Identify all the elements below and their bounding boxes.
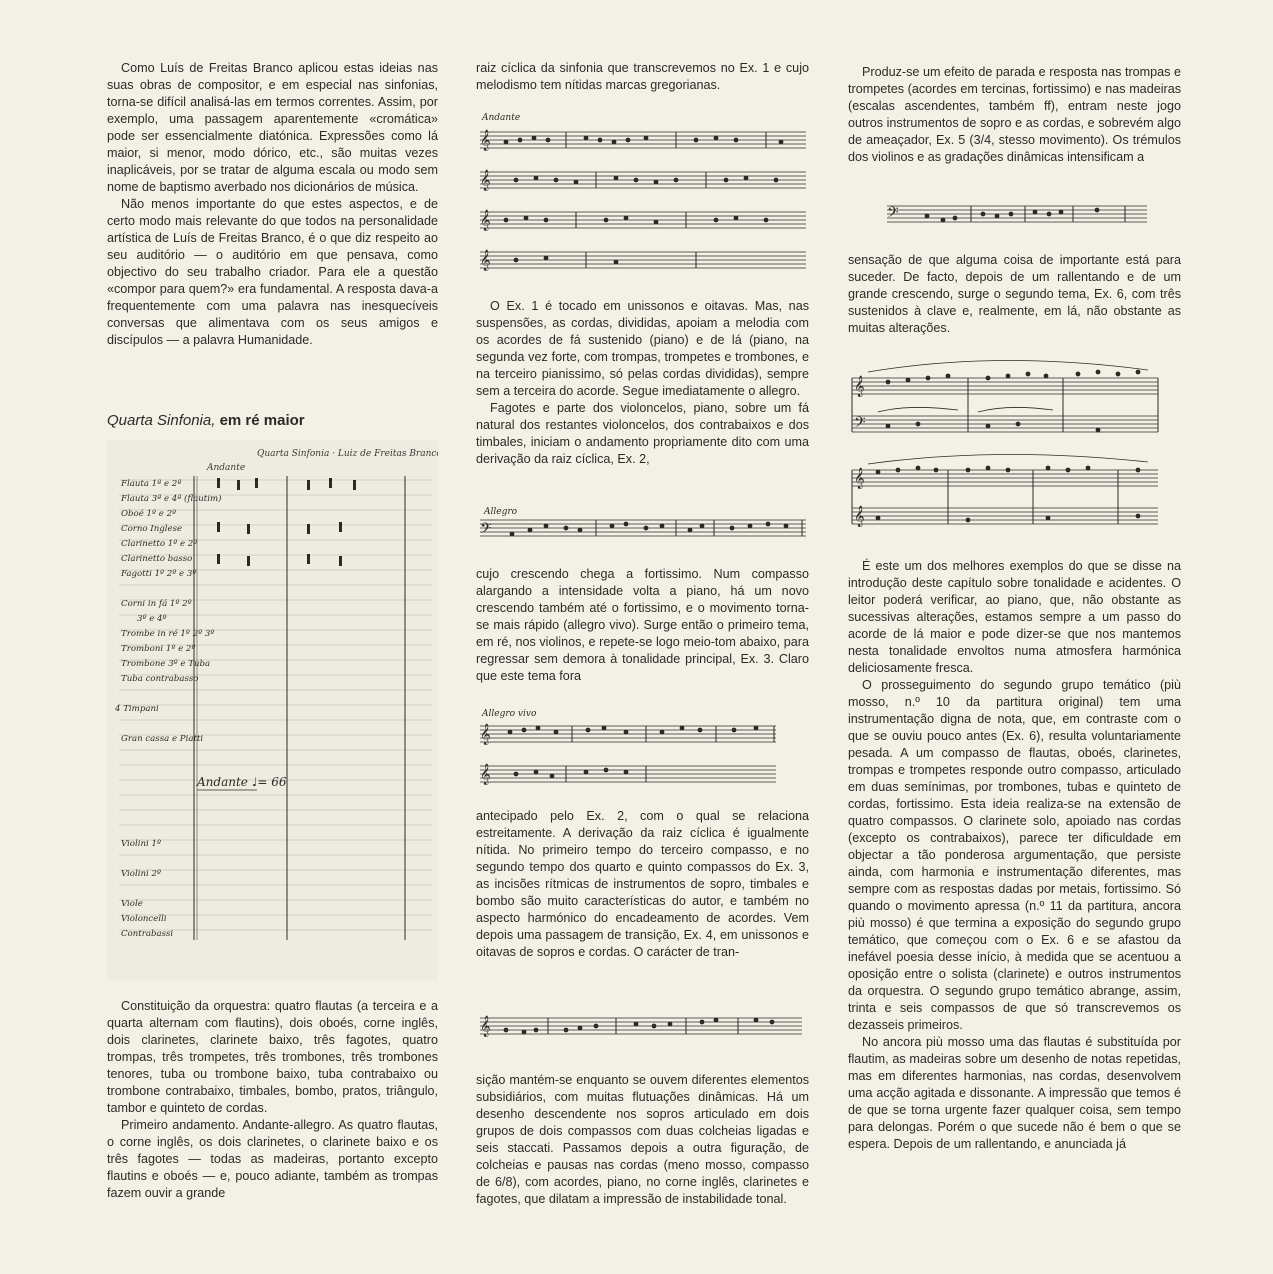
- svg-text:𝄞: 𝄞: [480, 764, 491, 785]
- instrument-label: Viole: [121, 899, 143, 909]
- heading-bold: em ré maior: [219, 412, 305, 429]
- column-2-mid2: [476, 566, 809, 685]
- paragraph: antecipado pelo Ex. 2, com o qual se relaciona estreitamente. A derivação da raiz cíclica é igualmente nítida. No primeiro tempo do terceiro compasso, e no segundo tempo dos quarto e quinto compassos do Ex. 3, as incisões rítmicas de instrumentos de sopro, timbales e bombo são muito características do autor, e também no aspecto harmónico do encadeamento de acordes. Vem depois uma passagem de transição, Ex. 4, em unissonos e oitavas de sopros e cordas. O carácter de tran-: [476, 809, 809, 959]
- score-facsimile: [107, 440, 438, 980]
- svg-text:𝄞: 𝄞: [480, 724, 491, 745]
- ex2-tempo-label: Allegro: [484, 507, 518, 517]
- section-heading: [107, 412, 438, 429]
- svg-text:𝄞: 𝄞: [854, 376, 865, 397]
- music-example-3: [476, 706, 809, 792]
- column-3-top: [848, 64, 1181, 166]
- music-example-5: [885, 198, 1151, 238]
- svg-text:𝄞: 𝄞: [480, 210, 491, 231]
- svg-text:𝄢: 𝄢: [480, 520, 492, 541]
- paragraph: sensação de que alguma coisa de importante está para suceder. De facto, depois de um rallentando e de um grande crescendo, surge o segundo tema, Ex. 6, com três sustenidos à clave e, realmente, em lá, não obstante as muitas alterações.: [848, 253, 1181, 335]
- svg-text:𝄞: 𝄞: [480, 170, 491, 191]
- paragraph: O Ex. 1 é tocado em unissonos e oitavas. Mas, nas suspensões, as cordas, divididas, apoiam a melodia com os acordes de fá sustenido (piano) e de lá (piano, na segunda vez forte, com trompas, trompetes e trombones, e na terceiro pianissimo, só pelas cordas divididas), sempre sem a terceira do acorde. Segue imediatamente o allegro.: [476, 299, 809, 398]
- instrument-label: Tuba contrabasso: [121, 674, 199, 684]
- svg-text:𝄞: 𝄞: [854, 468, 865, 489]
- column-2-bottom: [476, 1072, 809, 1208]
- svg-text:𝄞: 𝄞: [480, 250, 491, 271]
- score-header: Quarta Sinfonia · Luiz de Freitas Branco: [257, 449, 438, 459]
- instrument-label: Trombe in ré 1º 2º 3º: [121, 629, 215, 639]
- music-example-1: [476, 110, 809, 282]
- paragraph: Como Luís de Freitas Branco aplicou estas ideias nas suas obras de compositor, e em especial nas sinfonias, torna-se difícil analisá-las em termos correntes. Assim, por exemplo, uma passagem aparentemente «cromática» pode ser essencialmente diatónica. Expressões como lá maior, si menor, modo dórico, etc., são muitas vezes inaplicáveis, por se tratar de alguma escala ou modo sem nome de baptismo averbado nos dicionários de música.: [107, 61, 438, 194]
- score-tempo-mark: Andante ♩= 66: [197, 775, 287, 789]
- paragraph: cujo crescendo chega a fortissimo. Num compasso alargando a intensidade volta a piano, há um novo crescendo também até o fortissimo, e o movimento torna-se mais rápido (allegro vivo). Surge então o primeiro tema, em ré, nos violinos, e repete-se logo meio-tom abaixo, para regressar sem demora à tonalidade principal, Ex. 3. Claro que este tema fora: [476, 567, 809, 683]
- paragraph: No ancora più mosso uma das flautas é substituída por flautim, as madeiras sobre um desenho de notas repetidas, mas em diferentes harmonias, nas cordas, desenvolvem uma acção agitada e dissonante. A impressão que temos é de que se torna urgente fazer qualquer coisa, sem tempo para delongas. Porém o que sucede não é bem o que se espera. Depois de um rallentando, e anunciada já: [848, 1035, 1181, 1151]
- heading-italic: Quarta Sinfonia,: [107, 412, 216, 429]
- column-3-mid: [848, 252, 1181, 337]
- music-example-4: [476, 1008, 809, 1048]
- instrument-label: Violoncelli: [121, 914, 167, 924]
- instrument-label: Flauta 1ª e 2ª: [121, 479, 182, 489]
- instrument-label: Clarinetto basso: [121, 554, 193, 564]
- paragraph: Primeiro andamento. Andante-allegro. As quatro flautas, o corne inglês, os dois clarinetes, o clarinete baixo e os três fagotes — todas as madeiras, portanto excepto flautins e oboés — e, pouco adiante, também as trompas fazem ouvir a grande: [107, 1118, 438, 1200]
- instrument-label: Corni in fá 1º 2º: [121, 599, 192, 609]
- paragraph: É este um dos melhores exemplos do que se disse na introdução deste capítulo sobre tonalidade e acidentes. O leitor poderá verificar, ao piano, que, não obstante as sucessivas alterações, estamos sempre a um passo do acorde de lá maior e pode dizer-se que nos mantemos nesta tonalidade envoltos numa atmosfera harmónica deliciosamente fresca.: [848, 559, 1181, 675]
- paragraph: sição mantém-se enquanto se ouvem diferentes elementos subsidiários, com muitas flutuações dinâmicas. Há um desenho descendente nos sopros articulado em dois grupos de dois compassos com duas colcheias ligadas e seis staccati. Passamos depois a outra figuração, de colcheias e pausas nas cordas (meno mosso, compasso de 6/8), com acordes, piano, no corne inglês, clarinetes e fagotes, que dilatam a impressão de instabilidade tonal.: [476, 1073, 809, 1206]
- svg-text:𝄞: 𝄞: [854, 506, 865, 527]
- svg-text:𝄞: 𝄞: [480, 130, 491, 151]
- instrument-label: 4 Timpani: [115, 704, 159, 714]
- instrument-label: Flauta 3ª e 4ª (flautim): [121, 494, 222, 504]
- score-image: [107, 440, 438, 980]
- svg-text:𝄞: 𝄞: [480, 1016, 491, 1037]
- instrument-label: Trombone 3º e Tuba: [121, 659, 211, 669]
- column-2-mid: [476, 298, 809, 468]
- paragraph: Não menos importante do que estes aspectos, e de certo modo mais relevante do que todos na personalidade artística de Luís de Freitas Branco, é o que diz respeito ao seu auditório — o auditório em que pensava, como objectivo do seu trabalho criador. Para ele a questão «compor para quem?» era fundamental. A resposta dava-a frequentemente com uma palavra nas inesquecíveis conversas que alimentava com os seus amigos e discípulos — a palavra Humanidade.: [107, 197, 438, 347]
- paragraph: raiz cíclica da sinfonia que transcrevemos no Ex. 1 e cujo melodismo tem nítidas marcas gregorianas.: [476, 61, 809, 92]
- music-example-2: [476, 504, 809, 550]
- column-1-bottom: [107, 998, 438, 1202]
- column-2-top: [476, 60, 809, 94]
- instrument-label: Tromboni 1º e 2º: [121, 644, 196, 654]
- paragraph: O prosseguimento do segundo grupo temático (più mosso, n.º 10 da partitura original) tem uma instrumentação digna de nota, que, em contraste com o que se ouviu pouco antes (Ex. 6), resulta voluntariamente pesada. A um compasso de flautas, oboés, clarinetes, trompas e trompetes responde outro compasso, articulado em duas semínimas, por trombones, tubas e quinteto de cordas, fortissimo. Esta ideia realiza-se na extensão de quatro compassos. O clarinete solo, apoiado nas cordas (excepto os contrabaixos), parece ter dificuldade em objectar a tão ponderosa argumentação, que persiste ainda, com harmonia e instrumentação diferentes, mas sempre com as respostas dadas por metais, fortissimo. Só quando o movimento apressa (n.º 11 da partitura, ancora più mosso) é que termina a exposição do segundo grupo temático, que começou com o Ex. 6 e se afastou da inefável poesia desse início, à medida que se acentuou a oposição entre o solista (clarinete) e outros instrumentos da orquestra. O segundo grupo temático abrange, assim, trinta e seis compassos de que só transcrevemos os dezasseis primeiros.: [848, 678, 1181, 1032]
- column-1: [107, 60, 438, 349]
- svg-text:𝄢: 𝄢: [854, 414, 866, 435]
- paragraph: Constituição da orquestra: quatro flautas (a terceira e a quarta alternam com flautins), dois oboés, corne inglês, dois clarinetes, clarinete baixo, três fagotes, quatro trompas, três trompetes, três trombones, três trombones tenores, tuba ou trombone baixo, tuba contrabaixo ou trombone contrabaixo, timbales, bombo, pratos, triângulo, tambor e quinteto de cordas.: [107, 999, 438, 1115]
- instrument-label: Violini 1º: [121, 839, 161, 849]
- instrument-label: Clarinetto 1º e 2º: [121, 539, 198, 549]
- instrument-label: Corno Inglese: [121, 524, 183, 534]
- instrument-label: Oboé 1º e 2º: [121, 509, 177, 519]
- score-tempo: Andante: [207, 463, 246, 473]
- column-3-bottom: [848, 558, 1181, 1153]
- column-2-mid3: [476, 808, 809, 961]
- instrument-label: Violini 2º: [121, 869, 161, 879]
- instrument-label: Contrabassi: [121, 929, 174, 939]
- instrument-label: Gran cassa e Piatti: [121, 734, 204, 744]
- instrument-label: 3º e 4º: [137, 614, 167, 624]
- paragraph: Produz-se um efeito de parada e resposta nas trompas e trompetes (acordes em tercinas, fortissimo) e nas madeiras (escalas ascendentes, também ff), entram neste jogo outros instrumentos de sopro e as cordas, e sobrevém algo de ameaçador, Ex. 5 (3/4, stesso movimento). Os trémulos dos violinos e as gradações dinâmicas intensificam a: [848, 65, 1181, 164]
- music-example-6: [848, 354, 1181, 544]
- instrument-label: Fagotti 1º 2º e 3º: [121, 569, 197, 579]
- ex1-tempo-label: Andante: [482, 113, 521, 123]
- ex3-tempo-label: Allegro vivo: [482, 709, 537, 719]
- svg-text:𝄢: 𝄢: [887, 204, 899, 225]
- paragraph: Fagotes e parte dos violoncelos, piano, sobre um fá natural dos restantes violoncelos, dos contrabaixos e dos timbales, iniciam o andamento propriamente dito com uma derivação da raiz cíclica, Ex. 2,: [476, 401, 809, 466]
